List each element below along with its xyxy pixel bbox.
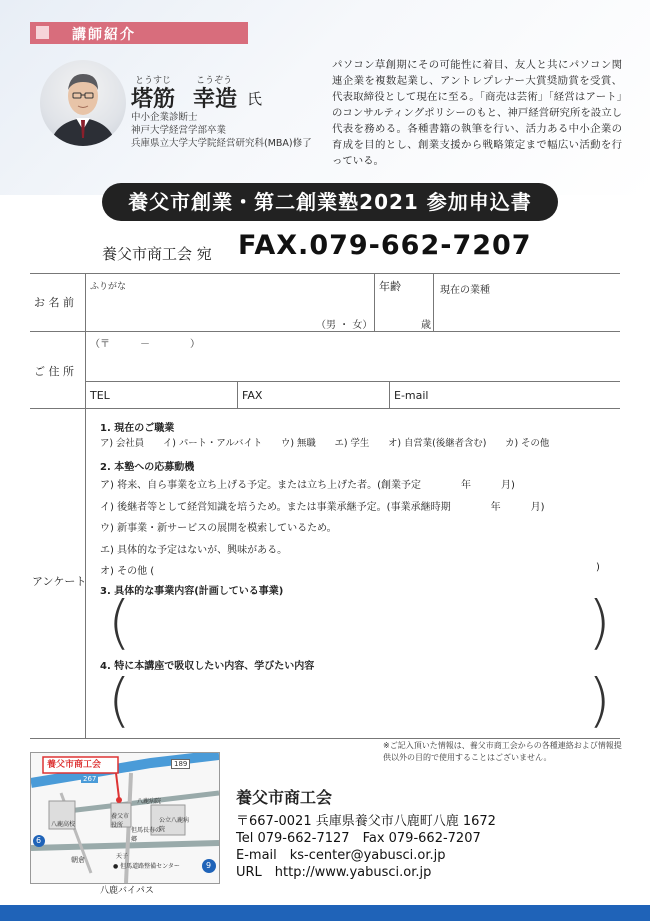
q4-close-paren: ) bbox=[588, 666, 611, 734]
gender-select[interactable]: （男 ・ 女） bbox=[316, 320, 373, 331]
square-icon bbox=[36, 26, 49, 39]
org-email[interactable]: E-mail ks-center@yabusci.or.jp bbox=[236, 848, 446, 863]
q2-option-b[interactable]: イ) 後継者等として経営知識を培うため。または事業承継予定。(事業承継時期 年 月) bbox=[100, 502, 545, 513]
q3-close-paren: ) bbox=[588, 588, 611, 656]
map-label-1: 八鹿高校 bbox=[51, 821, 76, 828]
credential-1: 中小企業診断士 bbox=[131, 112, 198, 123]
tel-input[interactable] bbox=[120, 383, 235, 407]
age-unit: 歳 bbox=[421, 320, 431, 331]
occupation-input[interactable] bbox=[435, 293, 618, 329]
instructor-bio: パソコン草創期にその可能性に着目、友人と共にパソコン関連企業を複数起業し、アントレプレナー大賞奨励賞を受賞、代表取締役として現在に至る。「商売は芸術」「経営はアート」のコンサルティングポリシーのもと、神戸経営研究所を設立し代表を務める。各種書籍の執筆を行い、活力ある中小企業の育成を目的とし、創業支援から戦略策定まで幅広い活動を行っている。 bbox=[332, 59, 622, 167]
map-label-5: 但馬長寿の郷 bbox=[131, 827, 162, 843]
q4-title: 4. 特に本講座で吸収したい内容、学びたい内容 bbox=[100, 661, 315, 672]
application-form bbox=[30, 273, 620, 738]
q1-options[interactable]: ア) 会社員 イ) パート・アルバイト ウ) 無職 エ) 学生 オ) 自営業(後継者含む) カ) その他 bbox=[100, 438, 550, 449]
route-267: 267 bbox=[83, 775, 97, 783]
form-top-border bbox=[30, 273, 620, 274]
org-address: 〒667-0021 兵庫県養父市八鹿町八鹿 1672 bbox=[236, 814, 496, 829]
fax-label: FAX bbox=[242, 389, 263, 402]
q1-title: 1. 現在のご職業 bbox=[100, 423, 175, 434]
map-label-4: 養父市役所 bbox=[111, 813, 130, 829]
section-tag-label: 講師紹介 bbox=[72, 27, 136, 43]
age-column-border bbox=[374, 273, 375, 331]
form-title: 養父市創業・第二創業塾2021 参加申込書 bbox=[102, 183, 558, 221]
instructor-last-name: 塔筋 bbox=[131, 86, 176, 112]
furigana-label: ふりがな bbox=[90, 282, 127, 292]
name-row-border bbox=[30, 331, 620, 332]
address-label: ご 住 所 bbox=[34, 365, 74, 378]
instructor-first-name: 幸造 bbox=[193, 86, 238, 112]
map-marker-label: 養父市商工会 bbox=[47, 760, 102, 770]
q2-option-e-close: ) bbox=[596, 562, 600, 573]
age-label: 年齢 bbox=[379, 280, 401, 293]
section-tag bbox=[30, 22, 248, 44]
postal-code-field[interactable]: （〒 － ） bbox=[90, 339, 200, 350]
map-label-2: 八鹿病院 bbox=[137, 798, 162, 805]
ruby-first-name: こうぞう bbox=[196, 76, 233, 86]
fax-input[interactable] bbox=[270, 383, 387, 407]
label-column-border bbox=[85, 273, 86, 738]
instructor-photo bbox=[40, 60, 126, 146]
q2-option-c[interactable]: ウ) 新事業・新サービスの展開を模索しているため。 bbox=[100, 523, 337, 534]
address-input[interactable] bbox=[88, 348, 618, 379]
map-label-8: ● 但馬道路整備センター bbox=[113, 863, 180, 870]
fax-number: FAX.079-662-7207 bbox=[238, 230, 532, 261]
q3-answer-input[interactable] bbox=[125, 598, 585, 653]
q3-title: 3. 具体的な事業内容(計画している事業) bbox=[100, 586, 284, 597]
tel-fax-border bbox=[237, 381, 238, 408]
q3-open-paren: ( bbox=[108, 588, 131, 656]
fax-email-border bbox=[389, 381, 390, 408]
map-label-3: 公立八鹿病院 bbox=[159, 817, 190, 833]
form-bottom-border bbox=[30, 738, 620, 739]
survey-label: アンケート bbox=[32, 575, 87, 588]
org-url[interactable]: URL http://www.yabusci.or.jp bbox=[236, 865, 432, 880]
privacy-note: ※ご記入頂いた情報は、養父市商工会からの各種連絡および情報提供以外の目的で使用することはございません。 bbox=[383, 741, 622, 762]
credential-2: 神戸大学経営学部卒業 bbox=[131, 125, 227, 136]
address-row-border bbox=[30, 408, 620, 409]
credential-3: 兵庫県立大学大学院経営研究科(MBA)修了 bbox=[131, 138, 312, 149]
occupation-label: 現在の業種 bbox=[440, 285, 490, 296]
age-input[interactable] bbox=[376, 293, 431, 329]
route-9: 9 bbox=[206, 861, 212, 870]
q4-open-paren: ( bbox=[108, 666, 131, 734]
occupation-column-border bbox=[433, 273, 434, 331]
email-input[interactable] bbox=[440, 383, 618, 407]
org-tel-fax: Tel 079-662-7127 Fax 079-662-7207 bbox=[236, 831, 481, 846]
footer-bar bbox=[0, 905, 650, 921]
map-label-6: 朝倉 bbox=[71, 856, 85, 864]
route-189: 189 bbox=[171, 759, 190, 769]
map-caption: 八鹿バイパス bbox=[100, 886, 154, 896]
q2-option-d[interactable]: エ) 具体的な予定はないが、興味がある。 bbox=[100, 545, 288, 556]
email-label: E-mail bbox=[394, 389, 429, 402]
map-label-7: 天子 bbox=[116, 853, 129, 860]
org-name: 養父市商工会 bbox=[236, 788, 333, 807]
q2-option-e[interactable]: オ) その他 ( bbox=[100, 566, 155, 577]
honorific: 氏 bbox=[247, 90, 263, 108]
recipient: 養父市商工会 宛 bbox=[102, 245, 212, 263]
q2-title: 2. 本塾への応募動機 bbox=[100, 462, 195, 473]
tel-label: TEL bbox=[90, 389, 110, 402]
portrait-image bbox=[40, 60, 126, 146]
ruby-last-name: とうすじ bbox=[135, 76, 172, 86]
access-map bbox=[30, 752, 220, 884]
route-6: 6 bbox=[36, 836, 42, 845]
name-label: お 名 前 bbox=[34, 296, 74, 309]
address-divider bbox=[85, 381, 620, 382]
q2-option-a[interactable]: ア) 将来、自ら事業を立ち上げる予定。または立ち上げた者。(創業予定 年 月) bbox=[100, 480, 515, 491]
q4-answer-input[interactable] bbox=[125, 676, 585, 731]
